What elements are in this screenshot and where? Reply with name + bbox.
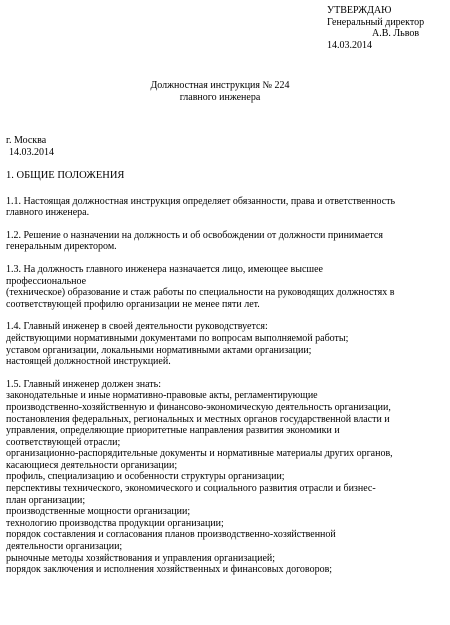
paragraph-line: касающиеся деятельности организации; (6, 459, 178, 471)
paragraph-line: производственные мощности организации; (6, 506, 191, 518)
paragraph-1-2 (6, 230, 444, 253)
paragraph-line: 1.4. Главный инженер в своей деятельности руководствуется: (6, 321, 268, 333)
approval-name: А.В. Львов (372, 28, 420, 39)
paragraph-line: соответствующей отрасли; (6, 436, 121, 448)
section-title: 1. ОБЩИЕ ПОЛОЖЕНИЯ (6, 170, 125, 181)
document-date: 14.03.2014 (9, 146, 54, 158)
paragraph-line: (техническое) образование и стаж работы по специальности на руководящих должностях в (6, 287, 395, 299)
paragraph-line: 1.2. Решение о назначении на должность и об освобождении от должности принимается (6, 229, 383, 241)
paragraph-1-5 (6, 379, 444, 576)
paragraph-line: соответствующей профилю организации не менее пяти лет. (6, 298, 260, 310)
paragraph-line: деятельности организации; (6, 541, 123, 553)
paragraph-line: организационно-распорядительные документы и нормативные материалы других органов, (6, 448, 393, 460)
approval-date: 14.03.2014 (327, 39, 372, 51)
document-title-block (0, 80, 440, 104)
approval-position: Генеральный директор (327, 16, 425, 28)
document-title: Должностная инструкция № 224 (150, 80, 290, 91)
place-date-block (6, 135, 54, 158)
paragraph-line: перспективы технического, экономического и социального развития отрасли и бизнес- (6, 483, 376, 495)
paragraph-line: профиль, специализацию и особенности структуры организации; (6, 471, 285, 483)
paragraph-line: рыночные методы хозяйствования и управления организацией; (6, 552, 276, 564)
paragraph-line: главного инженера. (6, 207, 90, 219)
paragraph-line: настоящей должностной инструкцией. (6, 356, 171, 368)
document-content (6, 170, 444, 587)
paragraph-line: профессиональное (6, 275, 87, 287)
document-subtitle: главного инженера (179, 92, 261, 103)
paragraph-line: законодательные и иные нормативно-правовые акты, регламентирующие (6, 390, 318, 402)
paragraph-line: управления, определяющие приоритетные направления развития экономики и (6, 425, 340, 437)
paragraph-line: 1.1. Настоящая должностная инструкция определяет обязанности, права и ответственность (6, 195, 396, 207)
paragraph-1-3 (6, 264, 444, 310)
paragraph-line: постановления федеральных, региональных и местных органов государственной власти и (6, 413, 390, 425)
paragraph-line: порядок заключения и исполнения хозяйственных и финансовых договоров; (6, 564, 333, 576)
approval-block (327, 5, 447, 51)
paragraph-line: порядок составления и согласования планов производственно-хозяйственной (6, 529, 336, 541)
paragraph-line: план организации; (6, 494, 86, 506)
paragraph-1-4 (6, 321, 444, 367)
paragraph-line: технологию производства продукции организации; (6, 517, 224, 529)
paragraph-1-1 (6, 196, 444, 219)
paragraph-line: 1.3. На должность главного инженера назначается лицо, имеющее высшее (6, 263, 323, 275)
approval-label: УТВЕРЖДАЮ (327, 5, 392, 16)
paragraph-line: 1.5. Главный инженер должен знать: (6, 378, 162, 390)
city: г. Москва (6, 135, 47, 146)
paragraph-line: уставом организации, локальными нормативными актами организации; (6, 344, 312, 356)
paragraph-line: действующими нормативными документами по вопросам выполняемой работы; (6, 332, 349, 344)
paragraph-line: производственно-хозяйственную и финансово-экономическую деятельность организации, (6, 401, 391, 413)
paragraph-line: генеральным директором. (6, 241, 117, 253)
